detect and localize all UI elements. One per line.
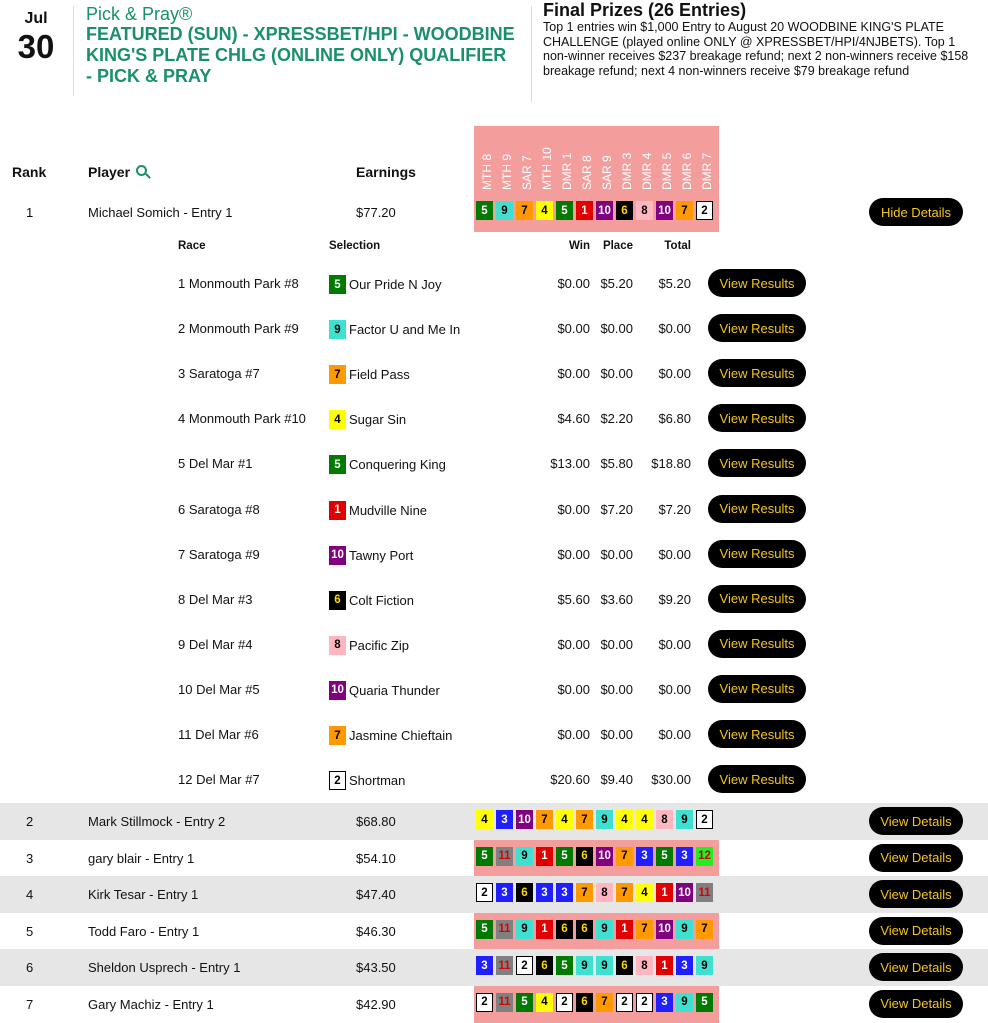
pick-badge: 5: [476, 847, 493, 866]
pick-badge: 9: [696, 956, 713, 975]
view-results-button[interactable]: View Results: [708, 630, 806, 658]
player-header[interactable]: [88, 164, 147, 180]
rank-value: 7: [26, 996, 34, 1012]
player-name[interactable]: Michael Somich - Entry 1: [88, 205, 233, 220]
race-header-label: DMR 6: [680, 152, 694, 190]
place-value: $0.00: [600, 636, 633, 652]
table-row: [0, 986, 988, 1023]
rank-header: Rank: [12, 164, 47, 180]
race-name: 5 Del Mar #1: [178, 456, 253, 472]
picks-strip: [476, 201, 716, 220]
pick-badge: 5: [329, 455, 346, 474]
pick-badge: 3: [496, 883, 513, 902]
total-value: $5.20: [658, 276, 691, 291]
prizes-text: Top 1 entries win $1,000 Entry to August 20 WOODBINE KING'S PLATE CHALLENGE (played online ONLY @ XPRESSBET/HPI/4NJBETS). Top 1 non-winner receives $237 breakage refund; next 2 non-winners receive $158 breakage refund; next 4 non-winners receive $79 breakage refund: [543, 20, 969, 78]
pick-badge: 2: [696, 810, 713, 829]
horse-name: Field Pass: [349, 367, 410, 383]
detail-row: [0, 488, 988, 533]
pick-badge: 1: [536, 920, 553, 939]
rank-value: 1: [26, 205, 34, 220]
race-header-label: DMR 7: [700, 152, 714, 190]
pick-badge: 3: [636, 847, 653, 866]
win-value: $0.00: [557, 681, 590, 697]
pick-badge: 10: [596, 847, 613, 866]
win-value: $0.00: [557, 501, 590, 517]
pick-badge: 10: [596, 201, 613, 220]
view-details-button[interactable]: View Details: [869, 844, 963, 872]
race-header-label: MTH 10: [540, 147, 554, 190]
total-value: $7.20: [658, 501, 691, 517]
pick-badge: 2: [696, 201, 713, 220]
race-header-label: SAR 7: [520, 155, 534, 190]
race-header-cell: [578, 128, 598, 192]
pick-badge: 9: [596, 956, 613, 975]
pick-badge: 9: [676, 993, 693, 1012]
pick-badge: 9: [596, 810, 613, 829]
pick-badge: 10: [516, 810, 533, 829]
place-value: $0.00: [600, 681, 633, 697]
pick-badge: 5: [556, 956, 573, 975]
pick-badge: 6: [556, 920, 573, 939]
pick-badge: 5: [556, 847, 573, 866]
pick-badge: 6: [576, 993, 593, 1012]
contest-title-block: [86, 4, 516, 87]
win-value: $20.60: [550, 772, 590, 788]
pick-badge: 4: [536, 201, 553, 220]
pick-badge: 3: [556, 883, 573, 902]
search-icon[interactable]: [136, 165, 147, 176]
race-column-headers: [478, 128, 718, 192]
place-value: $0.00: [600, 366, 633, 382]
pick-badge: 8: [329, 636, 346, 655]
total-value: $6.80: [658, 411, 691, 427]
detail-row: [0, 758, 988, 803]
view-results-button[interactable]: View Results: [708, 540, 806, 568]
date-month: Jul: [24, 10, 48, 27]
contest-brand: Pick & Pray®: [86, 4, 193, 24]
view-results-button[interactable]: View Results: [708, 449, 806, 477]
view-results-button[interactable]: View Results: [708, 314, 806, 342]
player-header-label: Player: [88, 164, 131, 180]
race-header-cell: [498, 128, 518, 192]
race-name: 10 Del Mar #5: [178, 681, 260, 697]
pick-badge: 10: [656, 920, 673, 939]
detail-row: [0, 578, 988, 623]
earnings-header: Earnings: [356, 164, 416, 180]
total-value: $9.20: [658, 591, 691, 607]
pick-badge: 2: [556, 993, 573, 1012]
race-header-label: SAR 9: [600, 155, 614, 190]
win-value: $0.00: [557, 276, 590, 291]
view-details-button[interactable]: View Details: [869, 880, 963, 908]
race-header-cell: [618, 128, 638, 192]
pick-badge: 10: [329, 546, 346, 565]
picks-strip: [476, 847, 716, 866]
detail-row: [0, 262, 988, 307]
view-details-button[interactable]: View Details: [869, 990, 963, 1018]
picks-strip: [476, 956, 716, 975]
race-header-cell: [678, 128, 698, 192]
picks-strip: [476, 883, 716, 902]
win-value: $0.00: [557, 546, 590, 562]
pick-badge: 7: [676, 201, 693, 220]
horse-name: Factor U and Me In: [349, 322, 461, 338]
rank-value: 4: [26, 887, 34, 902]
horse-name: Mudville Nine: [349, 502, 428, 518]
pick-badge: 11: [496, 920, 513, 939]
picks-strip: [476, 993, 716, 1012]
place-value: $7.20: [600, 501, 633, 517]
total-value: $0.00: [658, 727, 691, 742]
contest-name: FEATURED (SUN) - XPRESSBET/HPI - WOODBINE KING'S PLATE CHLG (ONLINE ONLY) QUALIFIER - PICK & PRAY: [86, 24, 515, 86]
horse-name: Jasmine Chieftain: [349, 728, 453, 743]
pick-badge: 4: [636, 810, 653, 829]
picks-strip: [476, 810, 716, 829]
pick-badge: 2: [476, 993, 493, 1012]
earnings-value: $43.50: [356, 960, 396, 975]
pick-badge: 8: [636, 201, 653, 220]
win-value: $5.60: [557, 591, 590, 607]
table-row: [0, 194, 988, 231]
pick-badge: 2: [516, 956, 533, 975]
view-details-button[interactable]: View Details: [869, 953, 963, 981]
place-value: $9.40: [600, 772, 633, 788]
pick-badge: 6: [329, 591, 346, 610]
pick-badge: 6: [616, 201, 633, 220]
pick-badge: 2: [636, 993, 653, 1012]
total-value: $0.00: [658, 636, 691, 652]
pick-badge: 4: [616, 810, 633, 829]
pick-badge: 4: [329, 410, 346, 429]
total-value: $18.80: [651, 456, 691, 472]
view-details-button[interactable]: View Details: [869, 807, 963, 835]
race-header-cell: [638, 128, 658, 192]
table-row: [0, 876, 988, 913]
detail-row: [0, 623, 988, 668]
detail-total-header: Total: [664, 240, 691, 252]
pick-badge: 5: [516, 993, 533, 1012]
selection: [329, 410, 406, 429]
earnings-value: $42.90: [356, 996, 396, 1012]
pick-badge: 11: [696, 883, 713, 902]
selection: [329, 591, 414, 610]
pick-badge: 5: [329, 275, 346, 294]
pick-badge: 3: [656, 993, 673, 1012]
contest-header: [0, 0, 988, 110]
total-value: $0.00: [658, 546, 691, 562]
pick-badge: 3: [676, 956, 693, 975]
pick-badge: 5: [476, 201, 493, 220]
pick-badge: 9: [329, 320, 346, 339]
race-header-cell: [558, 128, 578, 192]
pick-badge: 5: [476, 920, 493, 939]
pick-badge: 7: [616, 883, 633, 902]
race-header-label: DMR 1: [560, 152, 574, 190]
race-header-label: SAR 8: [580, 155, 594, 190]
pick-badge: 1: [616, 920, 633, 939]
pick-badge: 11: [496, 847, 513, 866]
race-header-label: DMR 3: [620, 152, 634, 190]
horse-name: Pacific Zip: [349, 637, 409, 653]
pick-badge: 1: [536, 847, 553, 866]
race-name: 9 Del Mar #4: [178, 636, 253, 652]
earnings-value: $46.30: [356, 923, 396, 939]
race-name: 4 Monmouth Park #10: [178, 411, 306, 427]
pick-badge: 10: [329, 681, 346, 700]
pick-badge: 9: [676, 920, 693, 939]
win-value: $0.00: [557, 636, 590, 652]
pick-badge: 6: [516, 883, 533, 902]
place-value: $2.20: [600, 411, 633, 427]
rank-value: 5: [26, 923, 34, 939]
win-value: $4.60: [557, 411, 590, 427]
detail-row: [0, 668, 988, 713]
view-results-button[interactable]: View Results: [708, 359, 806, 387]
contest-date: [8, 10, 64, 64]
view-results-button[interactable]: View Results: [708, 675, 806, 703]
pick-badge: 10: [676, 883, 693, 902]
place-value: $5.80: [600, 456, 633, 472]
player-name[interactable]: gary blair - Entry 1: [88, 850, 195, 866]
player-name[interactable]: Mark Stillmock - Entry 2: [88, 814, 226, 829]
total-value: $0.00: [658, 321, 691, 337]
view-results-button[interactable]: View Results: [708, 585, 806, 613]
pick-badge: 9: [576, 956, 593, 975]
pick-badge: 5: [656, 847, 673, 866]
date-day: 30: [17, 28, 55, 65]
table-row: [0, 949, 988, 986]
view-results-button[interactable]: View Results: [708, 720, 806, 748]
horse-name: Conquering King: [349, 457, 446, 473]
detail-row: [0, 442, 988, 487]
pick-badge: 7: [536, 810, 553, 829]
selection: [329, 320, 460, 339]
total-value: $30.00: [651, 772, 691, 788]
pick-badge: 7: [696, 920, 713, 939]
selection: [329, 501, 427, 520]
view-results-button[interactable]: View Results: [708, 495, 806, 523]
detail-row: [0, 307, 988, 352]
table-row: [0, 803, 988, 840]
selection: [329, 365, 410, 384]
race-name: 6 Saratoga #8: [178, 501, 260, 517]
race-header-cell: [518, 128, 538, 192]
pick-badge: 8: [636, 956, 653, 975]
horse-name: Sugar Sin: [349, 412, 407, 428]
pick-badge: 4: [536, 993, 553, 1012]
detail-row: [0, 533, 988, 578]
pick-badge: 11: [496, 956, 513, 975]
pick-badge: 3: [676, 847, 693, 866]
pick-badge: 9: [676, 810, 693, 829]
divider: [73, 6, 74, 96]
selection: [329, 771, 405, 790]
pick-badge: 12: [696, 847, 713, 866]
pick-badge: 4: [556, 810, 573, 829]
horse-name: Colt Fiction: [349, 592, 415, 608]
earnings-value: $47.40: [356, 887, 396, 902]
race-name: 11 Del Mar #6: [178, 727, 259, 742]
pick-badge: 5: [556, 201, 573, 220]
selection: [329, 455, 446, 474]
detail-row: [0, 713, 988, 758]
place-value: $0.00: [600, 321, 633, 337]
hide-details-button[interactable]: Hide Details: [869, 198, 963, 226]
pick-badge: 7: [329, 365, 346, 384]
pick-badge: 7: [576, 883, 593, 902]
race-name: 8 Del Mar #3: [178, 591, 253, 607]
pick-badge: 3: [476, 956, 493, 975]
race-header-cell: [658, 128, 678, 192]
picks-strip: [476, 920, 716, 939]
win-value: $0.00: [557, 321, 590, 337]
selection: [329, 546, 413, 565]
earnings-value: $77.20: [356, 205, 396, 220]
detail-row: [0, 397, 988, 442]
race-name: 3 Saratoga #7: [178, 366, 260, 382]
player-name[interactable]: Todd Faro - Entry 1: [88, 923, 200, 939]
pick-badge: 7: [636, 920, 653, 939]
rank-value: 2: [26, 814, 34, 829]
detail-win-header: Win: [569, 240, 590, 252]
pick-badge: 6: [576, 847, 593, 866]
horse-name: Quaria Thunder: [349, 682, 440, 698]
prizes-title: Final Prizes (26 Entries): [543, 0, 747, 20]
table-row: [0, 840, 988, 877]
rank-value: 6: [26, 960, 34, 975]
earnings-value: $54.10: [356, 850, 396, 866]
pick-badge: 3: [536, 883, 553, 902]
race-header-label: DMR 4: [640, 152, 654, 190]
race-header-label: DMR 5: [660, 152, 674, 190]
race-header-label: MTH 9: [500, 154, 514, 190]
total-value: $0.00: [658, 681, 691, 697]
pick-badge: 6: [536, 956, 553, 975]
place-value: $5.20: [600, 276, 633, 291]
pick-badge: 2: [616, 993, 633, 1012]
detail-place-header: Place: [602, 240, 633, 252]
pick-badge: 7: [329, 726, 346, 745]
place-value: $0.00: [600, 727, 633, 742]
pick-badge: 9: [496, 201, 513, 220]
pick-badge: 8: [656, 810, 673, 829]
pick-badge: 2: [476, 883, 493, 902]
selection: [329, 275, 441, 294]
total-value: $0.00: [658, 366, 691, 382]
race-name: 12 Del Mar #7: [178, 772, 260, 788]
pick-badge: 7: [516, 201, 533, 220]
pick-badge: 1: [656, 883, 673, 902]
race-header-cell: [478, 128, 498, 192]
pick-badge: 6: [576, 920, 593, 939]
race-header-cell: [538, 128, 558, 192]
horse-name: Our Pride N Joy: [349, 277, 442, 292]
player-name[interactable]: Kirk Tesar - Entry 1: [88, 887, 199, 902]
place-value: $0.00: [600, 546, 633, 562]
detail-row: [0, 352, 988, 397]
selection: [329, 681, 440, 700]
horse-name: Tawny Port: [349, 547, 414, 563]
view-results-button[interactable]: View Results: [708, 765, 806, 793]
pick-badge: 5: [696, 993, 713, 1012]
win-value: $0.00: [557, 727, 590, 742]
view-results-button[interactable]: View Results: [708, 269, 806, 297]
pick-badge: 9: [516, 847, 533, 866]
table-row: [0, 913, 988, 950]
pick-badge: 1: [329, 501, 346, 520]
divider: [531, 6, 532, 102]
race-name: 2 Monmouth Park #9: [178, 321, 299, 337]
horse-name: Shortman: [349, 773, 406, 789]
detail-selection-header: Selection: [329, 240, 381, 252]
pick-badge: 3: [496, 810, 513, 829]
earnings-value: $68.80: [356, 814, 396, 829]
pick-badge: 6: [616, 956, 633, 975]
race-name: 1 Monmouth Park #8: [178, 276, 299, 291]
pick-badge: 8: [596, 883, 613, 902]
race-name: 7 Saratoga #9: [178, 546, 260, 562]
win-value: $0.00: [557, 366, 590, 382]
player-name[interactable]: Gary Machiz - Entry 1: [88, 996, 214, 1012]
place-value: $3.60: [600, 591, 633, 607]
pick-badge: 7: [616, 847, 633, 866]
pick-badge: 9: [596, 920, 613, 939]
pick-badge: 7: [596, 993, 613, 1012]
view-details-button[interactable]: View Details: [869, 917, 963, 945]
player-name[interactable]: Sheldon Usprech - Entry 1: [88, 960, 241, 975]
selection: [329, 636, 409, 655]
pick-badge: 10: [656, 201, 673, 220]
race-header-cell: [698, 128, 718, 192]
race-header-cell: [598, 128, 618, 192]
pick-badge: 2: [329, 771, 346, 790]
prizes-block: [543, 0, 983, 78]
rank-value: 3: [26, 850, 34, 866]
race-header-label: MTH 8: [480, 154, 494, 190]
pick-badge: 4: [636, 883, 653, 902]
view-results-button[interactable]: View Results: [708, 404, 806, 432]
pick-badge: 11: [496, 993, 513, 1012]
pick-badge: 7: [576, 810, 593, 829]
win-value: $13.00: [550, 456, 590, 472]
pick-badge: 9: [516, 920, 533, 939]
pick-badge: 1: [576, 201, 593, 220]
detail-race-header: Race: [178, 240, 206, 252]
pick-badge: 4: [476, 810, 493, 829]
selection: [329, 726, 452, 745]
pick-badge: 1: [656, 956, 673, 975]
